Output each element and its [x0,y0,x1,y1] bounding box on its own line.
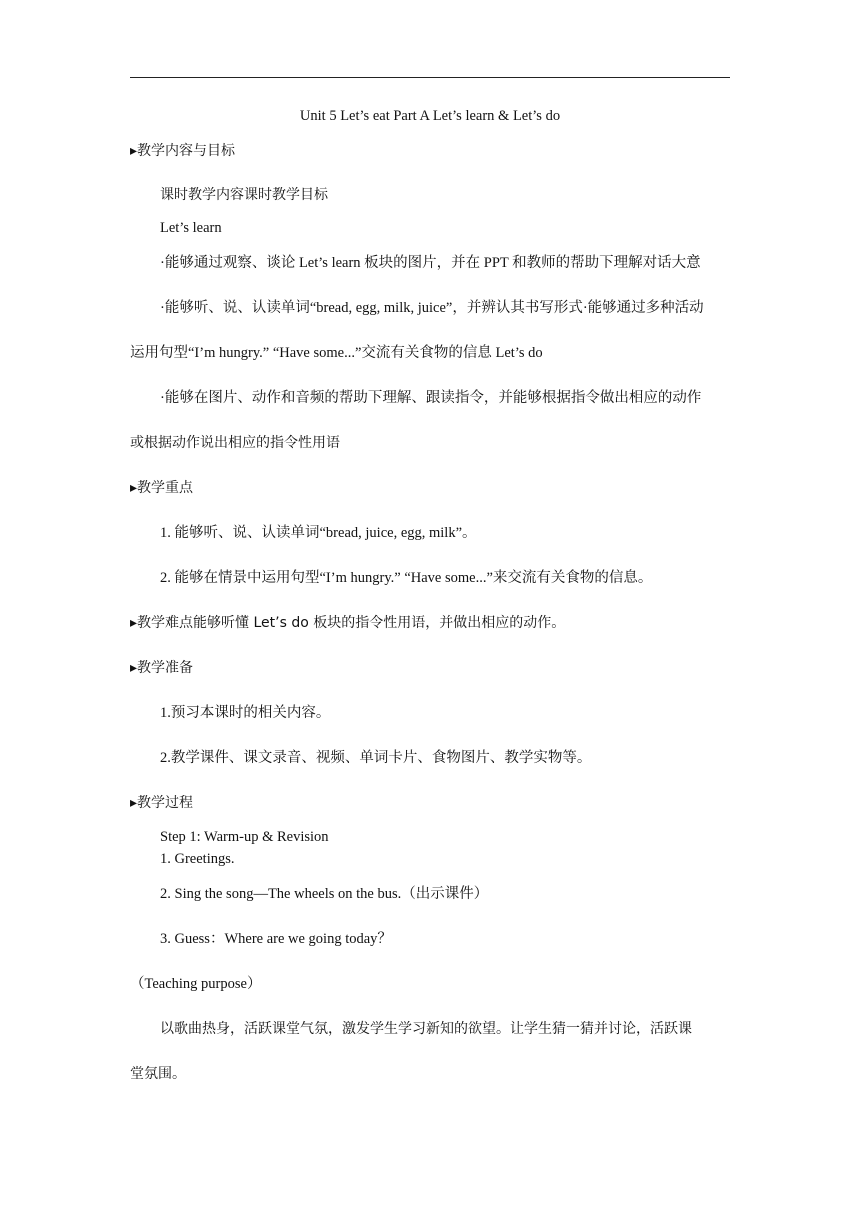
goal-line-3: 运用句型“I’m hungry.” “Have some...”交流有关食物的信息 Let’s do [130,345,543,361]
purpose-text-line-2: 堂氛围。 [130,1066,186,1082]
table-header-text: 课时教学内容课时教学目标 [160,187,328,203]
purpose-text-line-1: 以歌曲热身，活跃课堂气氛，激发学生学习新知的欲望。让学生猜一猜并讨论，活跃课 [160,1021,692,1037]
step-1-item-3: 3. Guess：Where are we going today？ [160,931,392,947]
goal-line-1: ·能够通过观察、谈论 Let’s learn 板块的图片，并在 PPT 和教师的帮助下理解对话大意 [160,255,701,271]
goal-line-2: ·能够听、说、认读单词“bread, egg, milk, juice”，并辨认其书写形式·能够通过多种活动 [160,300,704,316]
section-heading-content-goals: ▸教学内容与目标 [130,143,236,159]
section-heading-difficulties: ▸教学难点能够听懂 Let’s do 板块的指令性用语，并做出相应的动作。 [130,615,566,631]
teaching-purpose-label: （Teaching purpose） [130,976,262,992]
key-point-1: 1. 能够听、说、认读单词“bread, juice, egg, milk”。 [160,525,477,541]
section-heading-process: ▸教学过程 [130,795,194,811]
section-heading-key-points: ▸教学重点 [130,480,194,496]
header-rule [130,77,730,78]
goal-line-4: ·能够在图片、动作和音频的帮助下理解、跟读指令，并能够根据指令做出相应的动作 [160,390,702,406]
lets-learn-label: Let’s learn [160,220,222,236]
preparation-item-2: 2.教学课件、课文录音、视频、单词卡片、食物图片、教学实物等。 [160,750,592,766]
key-point-2: 2. 能够在情景中运用句型“I’m hungry.” “Have some...”来交流有关食物的信息。 [160,570,653,586]
step-1-heading: Step 1: Warm-up & Revision [160,829,329,845]
step-1-item-1: 1. Greetings. [160,851,235,867]
section-heading-preparation: ▸教学准备 [130,660,194,676]
step-1-item-2: 2. Sing the song—The wheels on the bus.（出示课件） [160,886,489,902]
goal-line-5: 或根据动作说出相应的指令性用语 [130,435,340,451]
preparation-item-1: 1.预习本课时的相关内容。 [160,705,331,721]
document-title: Unit 5 Let’s eat Part A Let’s learn & Let’s do [299,108,561,124]
